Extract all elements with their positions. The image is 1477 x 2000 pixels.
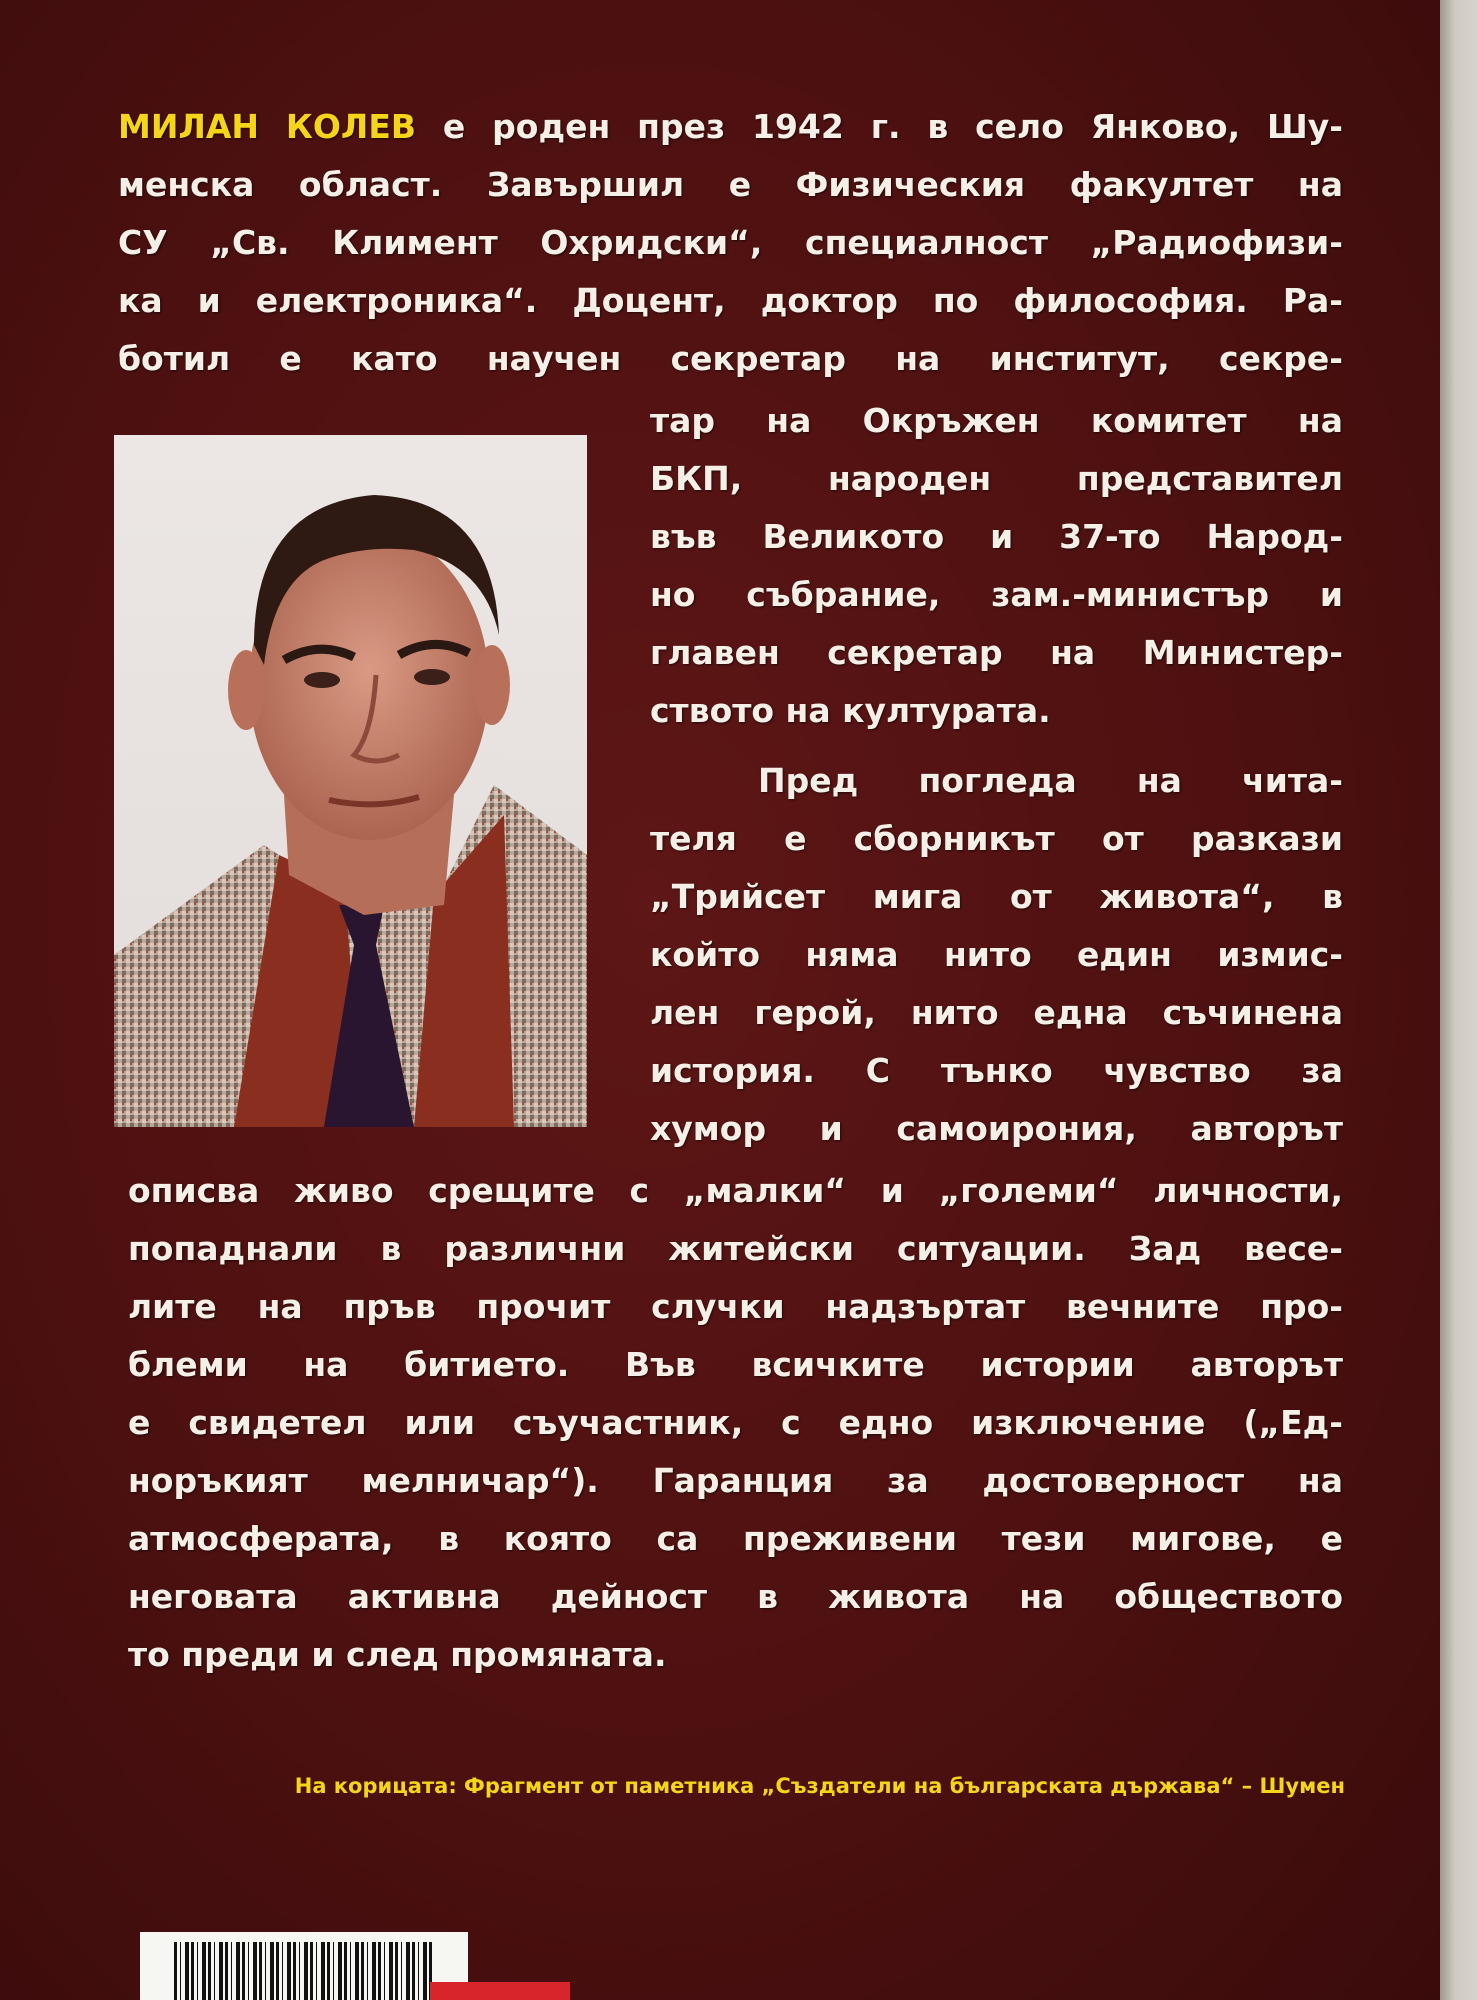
description-side-line: „Трийсет мига от живота“, в	[650, 877, 1343, 916]
price-sticker	[430, 1982, 570, 2000]
description-side-line: лен герой, нито една съчинена	[650, 993, 1343, 1032]
description-side-line: теля е сборникът от разкази	[650, 819, 1343, 858]
bio-first-line	[118, 98, 1343, 156]
description-line: то преди и след промяната.	[128, 1635, 667, 1674]
description-line: попаднали в различни житейски ситуации. Зад весе-	[128, 1229, 1343, 1268]
bio-side-line: главен секретар на Министер-	[650, 633, 1343, 672]
description-line: лите на пръв прочит случки надзъртат вечните про-	[128, 1287, 1343, 1326]
cover-caption: На корицата: Фрагмент от паметника „Създатели на българската държава“ – Шумен	[294, 1774, 1345, 1798]
bio-side-line: БКП, народен представител	[650, 459, 1343, 498]
description-side-line: история. С тънко чувство за	[650, 1051, 1343, 1090]
bio-line: менска област. Завършил е Физическия факултет на	[118, 165, 1343, 204]
author-name: МИЛАН КОЛЕВ	[118, 107, 417, 146]
description-line: блеми на битието. Във всичките истории авторът	[128, 1345, 1343, 1384]
author-photo	[114, 435, 587, 1127]
description-line: е свидетел или съучастник, с едно изключение („Ед-	[128, 1403, 1343, 1442]
description-side-line: който няма нито един измис-	[650, 935, 1343, 974]
bio-line: ка и електроника“. Доцент, доктор по философия. Ра-	[118, 281, 1343, 320]
description-side-line: хумор и самоирония, авторът	[650, 1109, 1343, 1148]
bio-line: СУ „Св. Климент Охридски“, специалност „Радиофизи-	[118, 223, 1343, 262]
bio-line: ботил е като научен секретар на институт, секре-	[118, 339, 1343, 378]
description-line: описва живо срещите с „малки“ и „големи“ личности,	[128, 1171, 1343, 1210]
bio-side-line: ството на културата.	[650, 691, 1051, 730]
bio-side-line: тар на Окръжен комитет на	[650, 401, 1343, 440]
barcode-lines	[174, 1942, 434, 2000]
description-line: неговата активна дейност в живота на обществото	[128, 1577, 1343, 1616]
bio-first-line-rest: е роден през 1942 г. в село Янково, Шу-	[442, 107, 1343, 146]
description-side-line: Пред погледа на чита-	[758, 761, 1343, 800]
description-line: атмосферата, в която са преживени тези мигове, е	[128, 1519, 1343, 1558]
bio-side-line: но събрание, зам.-министър и	[650, 575, 1343, 614]
cover-edge	[1440, 0, 1477, 2000]
description-line: норъкият мелничар“). Гаранция за достоверност на	[128, 1461, 1343, 1500]
bio-side-line: във Великото и 37-то Народ-	[650, 517, 1343, 556]
barcode	[140, 1932, 468, 2000]
author-portrait-image	[114, 435, 587, 1127]
